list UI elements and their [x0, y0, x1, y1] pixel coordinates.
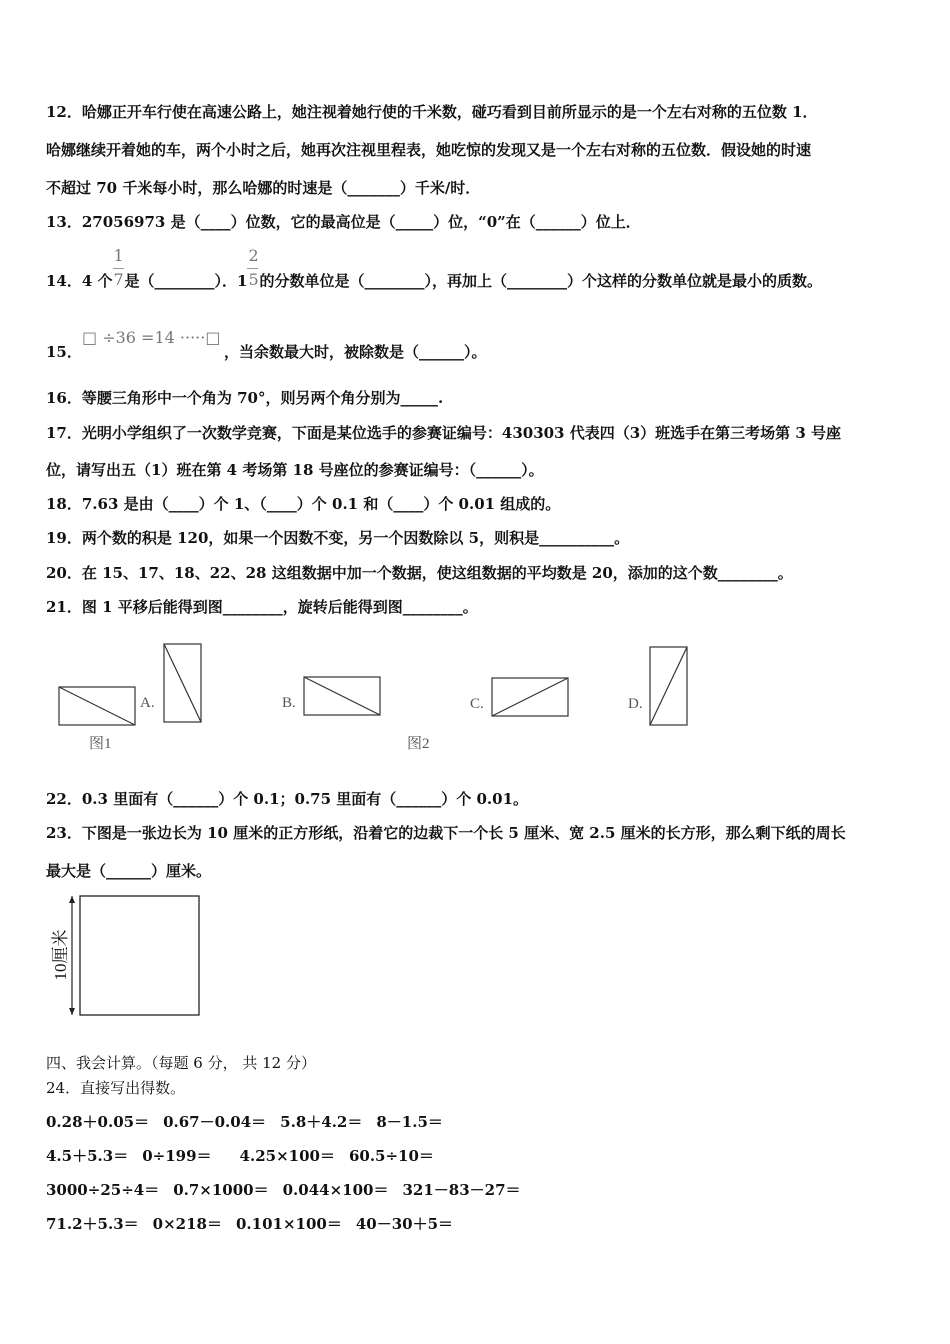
option-d-diagonal — [650, 647, 687, 725]
q12-line2: 哈娜继续开着她的车，两个小时之后，她再次注视里程表，她吃惊的发现又是一个左右对称的五位数．假设她的时速 — [46, 141, 812, 159]
q23-square-figure — [40, 890, 250, 1030]
q13: 13．27056973 是（____）位数，它的最高位是（_____）位，“0”在（______）位上． — [46, 213, 641, 231]
fig1-caption: 图1 — [89, 736, 112, 752]
q14-prefix: 14．4 个 — [46, 272, 113, 290]
q23-side-label: 10厘米 — [51, 929, 70, 981]
equation: 4.5＋5.3＝ — [46, 1147, 129, 1165]
q24-row-1 — [46, 1112, 457, 1132]
q14-frac2-numerator: 2 — [248, 246, 259, 265]
q14-frac1-numerator: 1 — [113, 246, 124, 265]
q24-row-2 — [46, 1146, 448, 1166]
q14-frac1-denominator: 7 — [113, 270, 124, 289]
option-b-diagonal — [304, 677, 380, 715]
section-4-heading: 四、我会计算。（每题 6 分， 共 12 分） — [46, 1054, 316, 1072]
q12-line1: 12．哈娜正开车行使在高速公路上，她注视着她行使的千米数，碰巧看到目前所显示的是一个左右对称的五位数 1． — [46, 103, 818, 121]
option-c-label: C. — [470, 696, 484, 712]
equation: 0.101×100＝ — [235, 1215, 342, 1233]
equation: 0÷199＝ — [142, 1147, 212, 1165]
q17-line2: 位，请写出五（1）班在第 4 考场第 18 号座位的参赛证编号：（______）。 — [46, 461, 544, 479]
q19: 19．两个数的积是 120，如果一个因数不变，另一个因数除以 5，则积是__________。 — [46, 529, 630, 547]
q16: 16．等腰三角形中一个角为 70°，则另两个角分别为_____. — [46, 389, 444, 407]
equation: 40－30＋5＝ — [355, 1215, 454, 1233]
q23-arrow-bottom-icon — [69, 1008, 75, 1015]
equation: 4.25×100＝ — [239, 1147, 335, 1165]
q23-arrow-top-icon — [69, 896, 75, 903]
equation: 71.2＋5.3＝ — [46, 1215, 139, 1233]
q14-suffix: 的分数单位是（________），再加上（________）个这样的分数单位就是最小的质数。 — [259, 272, 822, 290]
q17-line1: 17．光明小学组织了一次数学竞赛，下面是某位选手的参赛证编号：430303 代表四（3）班选手在第三考场第 3 号座 — [46, 424, 842, 442]
option-c-diagonal — [492, 678, 568, 716]
q14-frac2-denominator: 5 — [248, 270, 259, 289]
fig2-caption: 图2 — [407, 736, 430, 752]
q18: 18．7.63 是由（____）个 1、（____）个 0.1 和（____）个 0.01 组成的。 — [46, 495, 561, 513]
q23-line2: 最大是（______）厘米。 — [46, 862, 212, 880]
equation: 0.67－0.04＝ — [163, 1113, 267, 1131]
q12-line3: 不超过 70 千米每小时，那么哈娜的时速是（_______）千米/时． — [46, 179, 481, 197]
equation: 0.044×100＝ — [282, 1181, 389, 1199]
equation: 5.8＋4.2＝ — [280, 1113, 363, 1131]
option-b-label: B. — [282, 695, 296, 711]
q23-square — [80, 896, 199, 1015]
q20: 20．在 15、17、18、22、28 这组数据中加一个数据，使这组数据的平均数是 20，添加的这个数________。 — [46, 564, 793, 582]
option-d-label: D. — [628, 696, 643, 712]
option-a-diagonal — [164, 644, 201, 722]
q22: 22．0.3 里面有（______）个 0.1；0.75 里面有（______）个 0.01。 — [46, 790, 529, 808]
equation: 8－1.5＝ — [376, 1113, 443, 1131]
q23-line1: 23．下图是一张边长为 10 厘米的正方形纸，沿着它的边裁下一个长 5 厘米、宽 2.5 厘米的长方形，那么剩下纸的周长 — [46, 824, 846, 842]
equation: 60.5÷10＝ — [348, 1147, 434, 1165]
q24-row-4 — [46, 1214, 467, 1234]
q24-row-3 — [46, 1180, 535, 1200]
q15-number: 15． — [46, 343, 82, 361]
equation: 0.28＋0.05＝ — [46, 1113, 150, 1131]
equation: 321－83－27＝ — [402, 1181, 521, 1199]
q15-text: ，当余数最大时，被除数是（______）。 — [224, 343, 487, 361]
option-a-label: A. — [140, 695, 155, 711]
q14-mid: 是（________）．1 — [124, 272, 248, 290]
equation: 0.7×1000＝ — [173, 1181, 269, 1199]
q21: 21．图 1 平移后能得到图________，旋转后能得到图________。 — [46, 598, 478, 616]
q15-formula: □ ÷36 =14 ·····□ — [82, 328, 221, 347]
equation: 3000÷25÷4＝ — [46, 1181, 160, 1199]
fig1-diagonal — [59, 687, 135, 725]
q24-title: 24．直接写出得数。 — [46, 1079, 186, 1097]
equation: 0×218＝ — [152, 1215, 222, 1233]
